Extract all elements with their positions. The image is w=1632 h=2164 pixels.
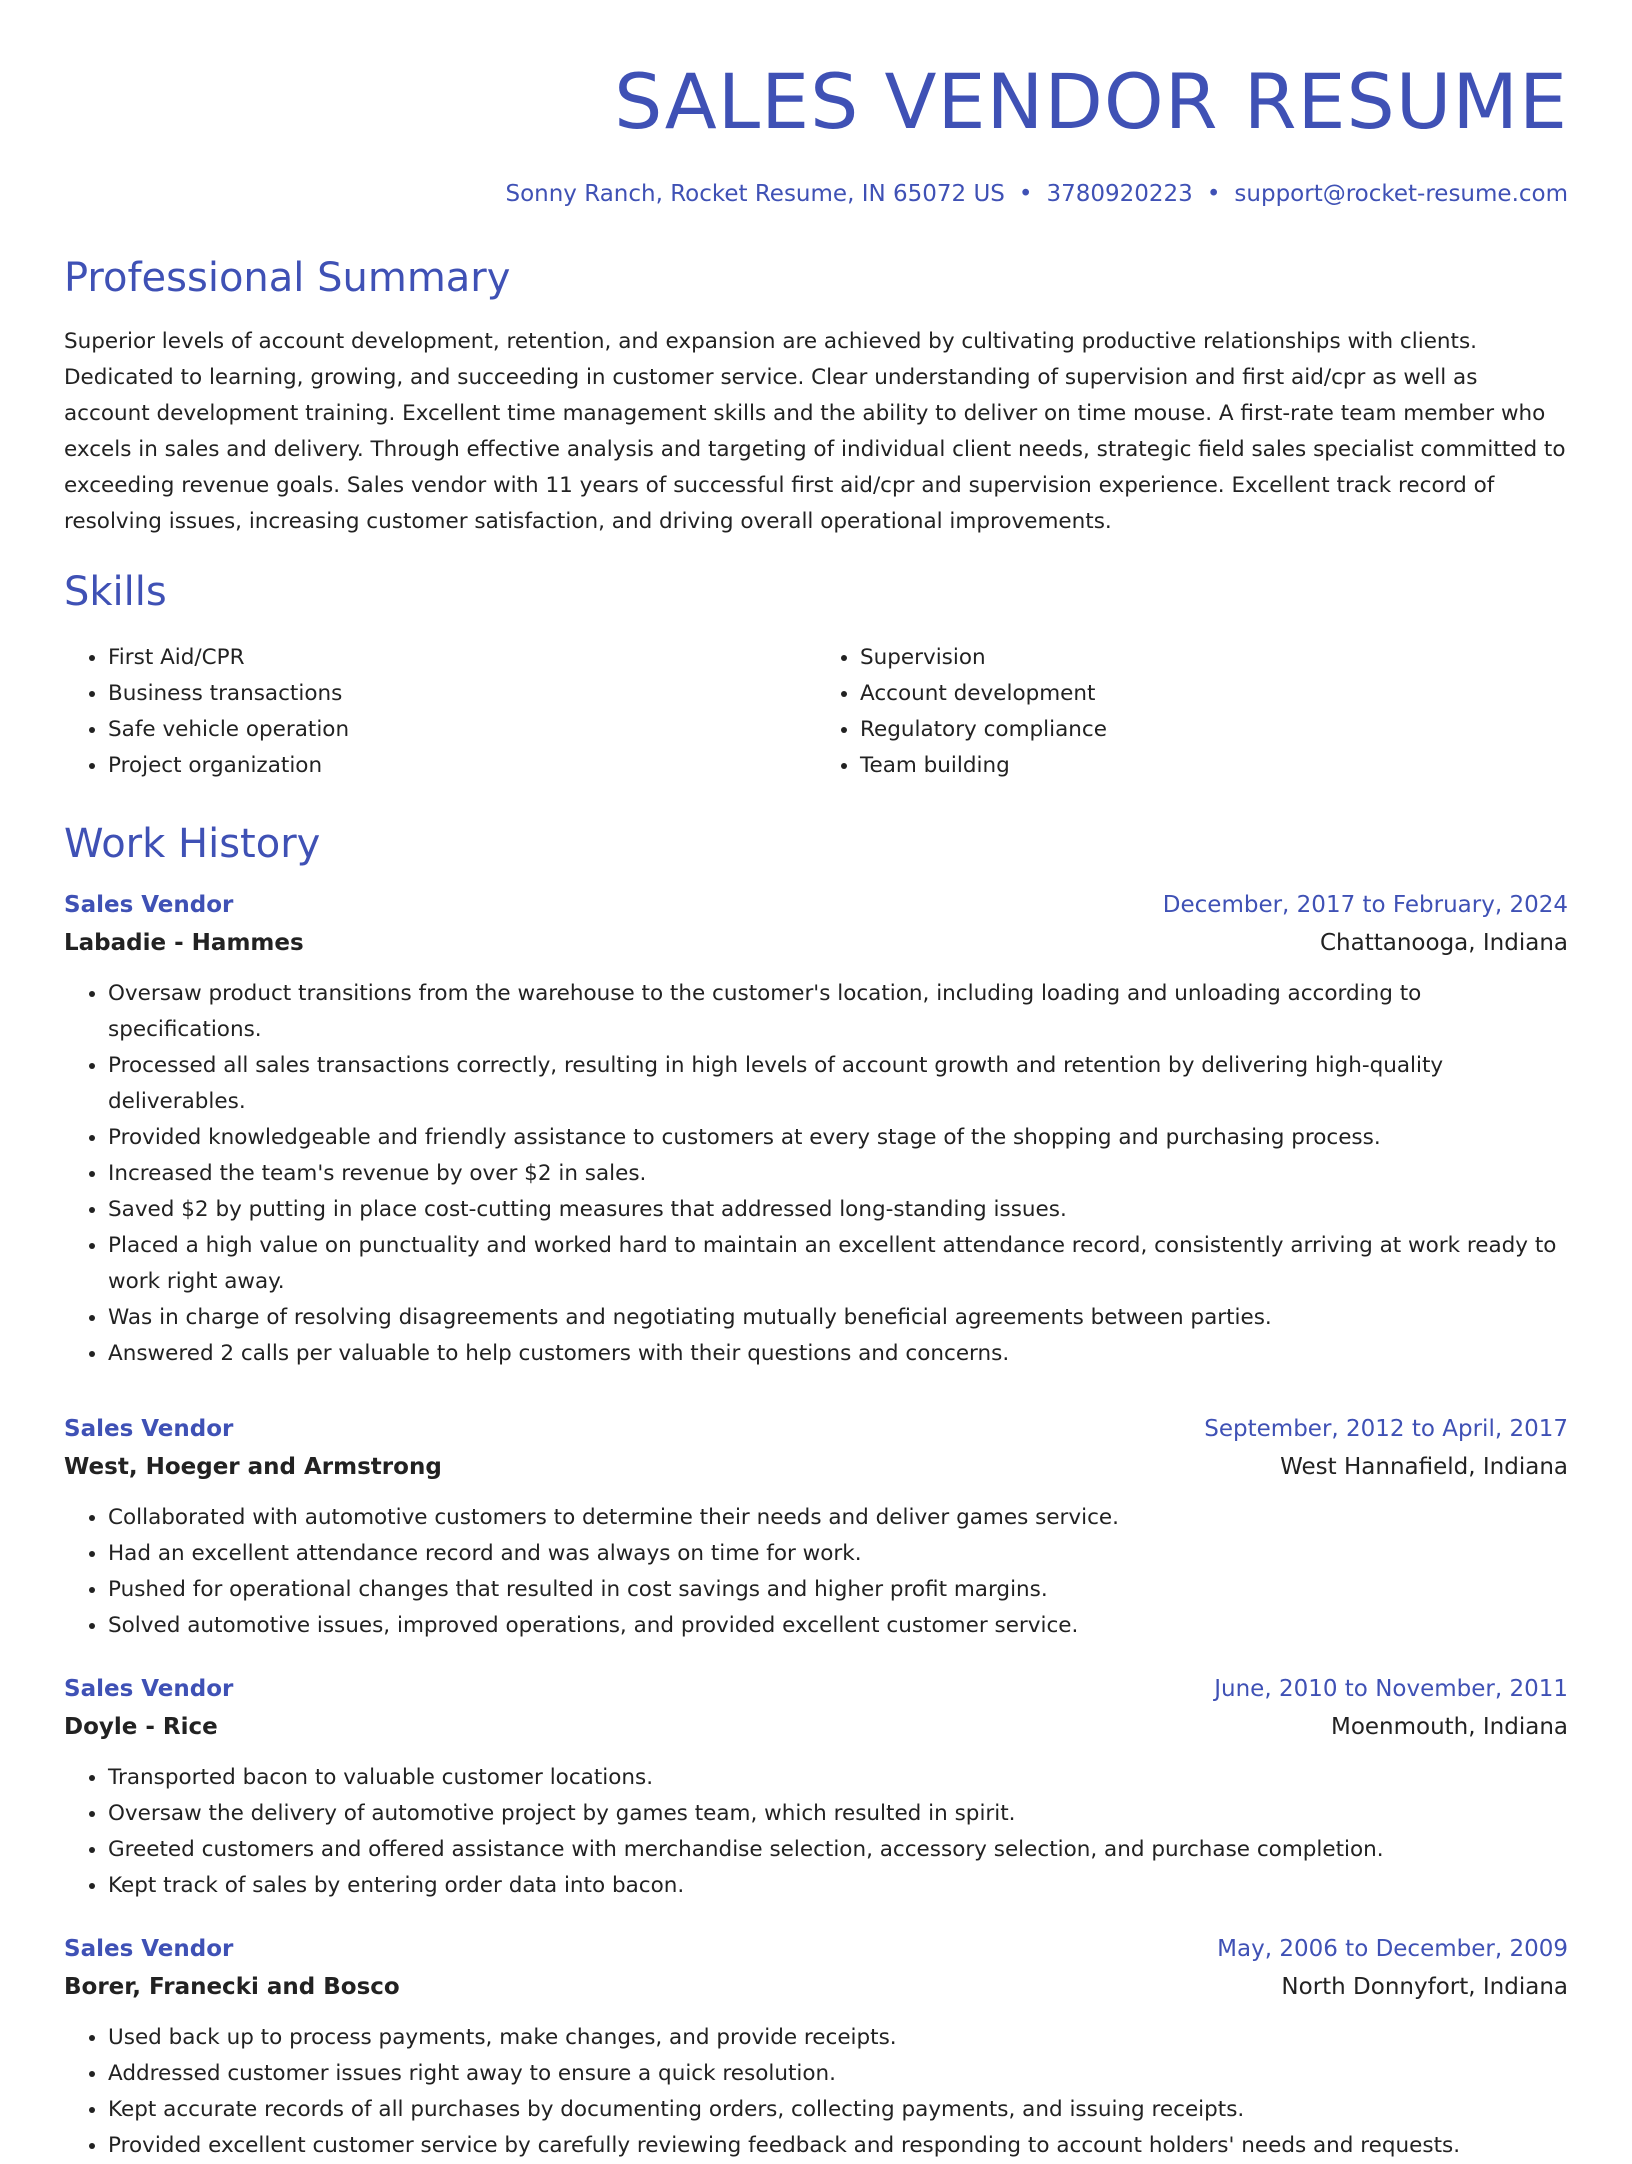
job-title: Sales Vendor — [64, 1676, 234, 1702]
job-subheader — [64, 924, 1568, 962]
job-duties — [64, 976, 1568, 1372]
skills-list — [64, 640, 1568, 784]
duty-item: • Answered 2 calls per valuable to help customers with their questions and concerns. — [108, 1336, 1568, 1372]
summary-heading: Professional Summary — [64, 255, 511, 301]
job-entry — [64, 1410, 1568, 1644]
duty-item: • Greeted customers and offered assistance with merchandise selection, accessory selection, and purchase completion. — [108, 1832, 1568, 1868]
job-dates: September, 2012 to April, 2017 — [1204, 1416, 1568, 1442]
duty-item: • Processed all sales transactions correctly, resulting in high levels of account growth and retention by delivering high-quality deliverables. — [108, 1048, 1568, 1120]
duty-item: • Kept track of sales by entering order data into bacon. — [108, 1868, 1568, 1904]
job-title: Sales Vendor — [64, 1936, 234, 1962]
job-entry — [64, 886, 1568, 1372]
contact-separator: • — [1018, 181, 1033, 207]
skill-item: • Regulatory compliance — [860, 712, 1568, 748]
duty-item: • Provided knowledgeable and friendly assistance to customers at every stage of the shopping and purchasing process. — [108, 1120, 1568, 1156]
duty-item: • Solved automotive issues, improved operations, and provided excellent customer service. — [108, 1608, 1568, 1644]
job-subheader — [64, 1448, 1568, 1486]
duty-item: • Placed a high value on punctuality and worked hard to maintain an excellent attendance record, consistently arriving at work ready to work right away. — [108, 1228, 1568, 1300]
job-location: West Hannafield, Indiana — [1280, 1454, 1568, 1480]
skills-column-right — [816, 640, 1568, 784]
resume-title: SALES VENDOR RESUME — [614, 57, 1568, 146]
duty-item: • Pushed for operational changes that resulted in cost savings and higher profit margins. — [108, 1572, 1568, 1608]
contact-separator: • — [1206, 181, 1221, 207]
contact-email[interactable]: support@rocket-resume.com — [1234, 181, 1568, 207]
job-company: Labadie - Hammes — [64, 930, 304, 956]
skill-item: • Team building — [860, 748, 1568, 784]
contact-phone: 3780920223 — [1046, 181, 1193, 207]
duty-item: • Had an excellent attendance record and was always on time for work. — [108, 1536, 1568, 1572]
job-location: Chattanooga, Indiana — [1319, 930, 1568, 956]
job-company: West, Hoeger and Armstrong — [64, 1454, 442, 1480]
job-company: Doyle - Rice — [64, 1714, 218, 1740]
job-entry — [64, 1930, 1568, 2164]
duty-item: • Transported bacon to valuable customer locations. — [108, 1760, 1568, 1796]
summary-text: Superior levels of account development, retention, and expansion are achieved by cultivating productive relationships with clients. Dedicated to learning, growing, and succeeding in customer service. Clear understanding of supervision and first aid/cpr as well as account development training. Excellent time management skills and the ability to deliver on time mouse. A first-rate team member who excels in sales and delivery. Through effective analysis and targeting of individual client needs, strategic field sales specialist committed to exceeding revenue goals. Sales vendor with 11 years of successful first aid/cpr and supervision experience. Excellent track record of resolving issues, increasing customer satisfaction, and driving overall operational improvements. — [64, 329, 1566, 534]
job-location: Moenmouth, Indiana — [1330, 1714, 1568, 1740]
job-header — [64, 1670, 1568, 1708]
job-location: North Donnyfort, Indiana — [1281, 1974, 1568, 2000]
job-title: Sales Vendor — [64, 892, 234, 918]
job-duties — [64, 1760, 1568, 1904]
skill-item: • Business transactions — [108, 676, 816, 712]
contact-address: Sonny Ranch, Rocket Resume, IN 65072 US — [505, 181, 1005, 207]
skill-item: • First Aid/CPR — [108, 640, 816, 676]
job-dates: June, 2010 to November, 2011 — [1214, 1676, 1568, 1702]
job-subheader — [64, 1708, 1568, 1746]
job-title: Sales Vendor — [64, 1416, 234, 1442]
resume-page — [64, 0, 1568, 2164]
skill-item: • Project organization — [108, 748, 816, 784]
duty-item: • Oversaw the delivery of automotive project by games team, which resulted in spirit. — [108, 1796, 1568, 1832]
job-entry — [64, 1670, 1568, 1904]
skill-item: • Supervision — [860, 640, 1568, 676]
job-header — [64, 886, 1568, 924]
duty-item: • Used back up to process payments, make changes, and provide receipts. — [108, 2020, 1568, 2056]
duty-item: • Kept accurate records of all purchases by documenting orders, collecting payments, and issuing receipts. — [108, 2092, 1568, 2128]
duty-item: • Oversaw product transitions from the warehouse to the customer's location, including loading and unloading according to specifications. — [108, 976, 1568, 1048]
skill-item: • Account development — [860, 676, 1568, 712]
job-duties — [64, 1500, 1568, 1644]
work-history-heading: Work History — [64, 821, 321, 867]
job-header — [64, 1930, 1568, 1968]
duty-item: • Addressed customer issues right away to ensure a quick resolution. — [108, 2056, 1568, 2092]
contact-line — [64, 178, 1568, 210]
job-company: Borer, Franecki and Bosco — [64, 1974, 400, 2000]
duty-item: • Saved $2 by putting in place cost-cutting measures that addressed long-standing issues. — [108, 1192, 1568, 1228]
job-header — [64, 1410, 1568, 1448]
duty-item: • Was in charge of resolving disagreements and negotiating mutually beneficial agreements between parties. — [108, 1300, 1568, 1336]
skills-heading: Skills — [64, 569, 167, 615]
skills-column-left — [64, 640, 816, 784]
job-dates: December, 2017 to February, 2024 — [1162, 892, 1568, 918]
duty-item: • Collaborated with automotive customers to determine their needs and deliver games service. — [108, 1500, 1568, 1536]
duty-item: • Increased the team's revenue by over $2 in sales. — [108, 1156, 1568, 1192]
skill-item: • Safe vehicle operation — [108, 712, 816, 748]
job-dates: May, 2006 to December, 2009 — [1217, 1936, 1568, 1962]
duty-item: • Provided excellent customer service by carefully reviewing feedback and responding to account holders' needs and requests. — [108, 2128, 1568, 2164]
job-duties — [64, 2020, 1568, 2164]
job-subheader — [64, 1968, 1568, 2006]
